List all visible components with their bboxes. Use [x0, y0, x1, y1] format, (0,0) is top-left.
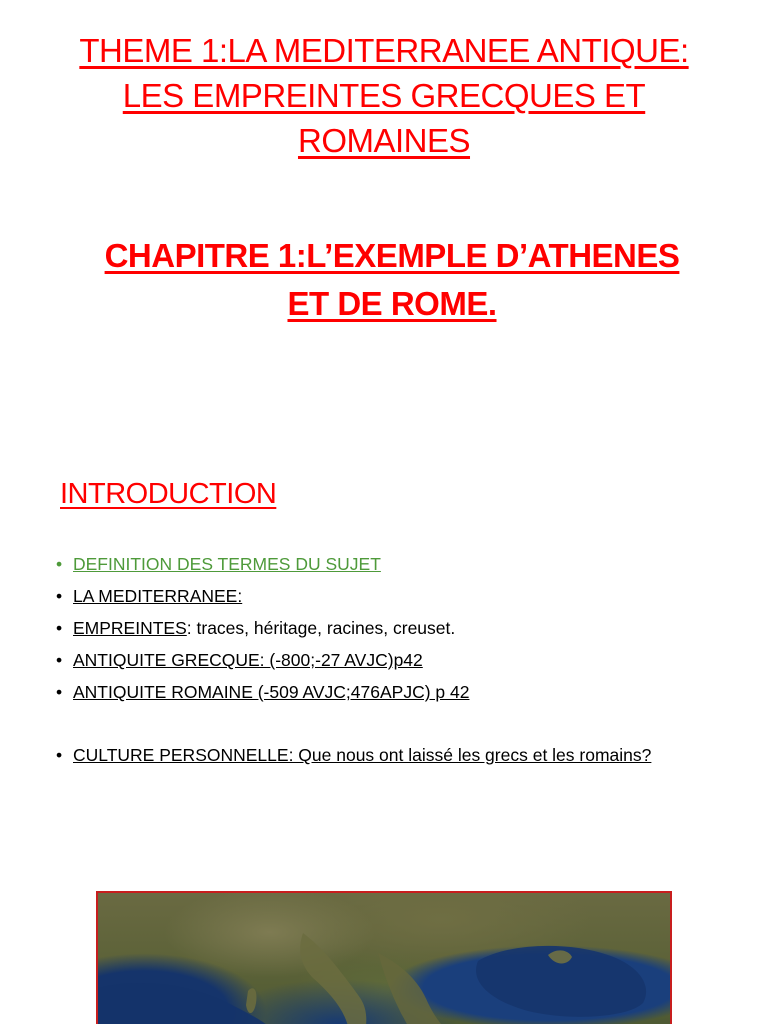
italy-peninsula [300, 933, 366, 1024]
definition-term: DEFINITION DES TERMES DU SUJET [73, 554, 381, 574]
theme-title [0, 28, 768, 163]
bullet-dot: • [56, 650, 63, 670]
corsica-sardinia [246, 988, 256, 1013]
western-mediterranean [98, 983, 268, 1024]
list-item-antiquite-romaine [56, 676, 756, 708]
map-landmass-shapes [98, 893, 670, 1024]
bullet-dot: • [56, 618, 63, 638]
list-item-definition [56, 548, 756, 580]
list-item-culture-personnelle [56, 739, 756, 771]
bullet-dot: • [56, 745, 63, 765]
mediterranee-term: LA MEDITERRANEE: [73, 586, 243, 606]
theme-title-line-3: ROMAINES [297, 122, 471, 159]
chapter-title [0, 232, 768, 328]
introduction-bullet-list [56, 548, 756, 771]
culture-personnelle-term: CULTURE PERSONNELLE: Que nous ont laissé les grecs et les romains? [73, 745, 652, 765]
chapter-title-line-2: ET DE ROME. [287, 285, 497, 322]
list-item-empreintes [56, 612, 756, 644]
introduction-heading: INTRODUCTION [60, 478, 277, 510]
chapter-title-line-1: CHAPITRE 1:L’EXEMPLE D’ATHENES [104, 237, 680, 274]
empreintes-term: EMPREINTES [73, 618, 187, 638]
antiquite-romaine-term: ANTIQUITE ROMAINE (-509 AVJC;476APJC) p 42 [73, 682, 470, 702]
bullet-dot: • [56, 586, 63, 606]
antiquite-grecque-term: ANTIQUITE GRECQUE: (-800;-27 AVJC)p42 [73, 650, 423, 670]
list-item-mediterranee [56, 580, 756, 612]
list-item-antiquite-grecque [56, 644, 756, 676]
bullet-dot: • [56, 554, 63, 574]
theme-title-line-1: THEME 1:LA MEDITERRANEE ANTIQUE: [79, 32, 689, 69]
bullet-dot: • [56, 682, 63, 702]
balkan-coast [378, 953, 443, 1024]
theme-title-line-2: LES EMPREINTES GRECQUES ET [122, 77, 646, 114]
mediterranean-satellite-map [96, 891, 672, 1024]
empreintes-definition: : traces, héritage, racines, creuset. [186, 618, 456, 638]
